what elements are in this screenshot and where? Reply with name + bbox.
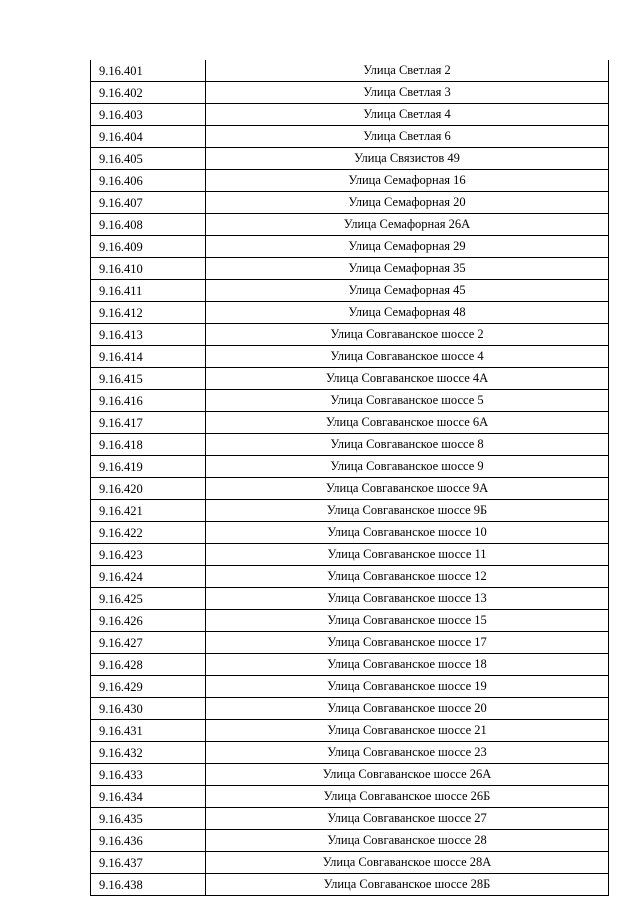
table-row	[91, 368, 609, 390]
table-row	[91, 126, 609, 148]
row-code-cell: 9.16.410	[91, 258, 206, 280]
table-row	[91, 676, 609, 698]
row-code-cell: 9.16.437	[91, 852, 206, 874]
row-address-cell: Улица Семафорная 16	[206, 170, 609, 192]
row-code-cell: 9.16.405	[91, 148, 206, 170]
row-code-cell: 9.16.415	[91, 368, 206, 390]
row-address-cell: Улица Совгаванское шоссе 15	[206, 610, 609, 632]
row-code-cell: 9.16.433	[91, 764, 206, 786]
row-address-cell: Улица Совгаванское шоссе 11	[206, 544, 609, 566]
row-code-cell: 9.16.404	[91, 126, 206, 148]
row-code-cell: 9.16.401	[91, 60, 206, 82]
table-row	[91, 764, 609, 786]
row-code-cell: 9.16.428	[91, 654, 206, 676]
table-row	[91, 280, 609, 302]
table-row	[91, 610, 609, 632]
table-row	[91, 258, 609, 280]
row-address-cell: Улица Совгаванское шоссе 5	[206, 390, 609, 412]
table-row	[91, 302, 609, 324]
row-code-cell: 9.16.426	[91, 610, 206, 632]
table-row	[91, 192, 609, 214]
row-code-cell: 9.16.438	[91, 874, 206, 896]
row-code-cell: 9.16.402	[91, 82, 206, 104]
table-row	[91, 346, 609, 368]
row-address-cell: Улица Совгаванское шоссе 9Б	[206, 500, 609, 522]
table-row	[91, 632, 609, 654]
table-row	[91, 170, 609, 192]
row-code-cell: 9.16.434	[91, 786, 206, 808]
row-code-cell: 9.16.425	[91, 588, 206, 610]
row-address-cell: Улица Совгаванское шоссе 28Б	[206, 874, 609, 896]
row-code-cell: 9.16.427	[91, 632, 206, 654]
table-row	[91, 434, 609, 456]
row-code-cell: 9.16.408	[91, 214, 206, 236]
row-address-cell: Улица Совгаванское шоссе 12	[206, 566, 609, 588]
row-address-cell: Улица Светлая 2	[206, 60, 609, 82]
row-address-cell: Улица Семафорная 20	[206, 192, 609, 214]
row-code-cell: 9.16.431	[91, 720, 206, 742]
table-row	[91, 82, 609, 104]
row-code-cell: 9.16.430	[91, 698, 206, 720]
address-table	[90, 60, 609, 896]
table-row	[91, 324, 609, 346]
row-address-cell: Улица Светлая 6	[206, 126, 609, 148]
table-row	[91, 852, 609, 874]
table-row	[91, 544, 609, 566]
table-row	[91, 720, 609, 742]
table-row	[91, 236, 609, 258]
row-code-cell: 9.16.435	[91, 808, 206, 830]
row-address-cell: Улица Совгаванское шоссе 21	[206, 720, 609, 742]
row-address-cell: Улица Семафорная 26А	[206, 214, 609, 236]
table-row	[91, 478, 609, 500]
table-row	[91, 522, 609, 544]
row-code-cell: 9.16.432	[91, 742, 206, 764]
table-row	[91, 104, 609, 126]
row-address-cell: Улица Совгаванское шоссе 2	[206, 324, 609, 346]
table-row	[91, 588, 609, 610]
row-address-cell: Улица Совгаванское шоссе 28А	[206, 852, 609, 874]
row-address-cell: Улица Совгаванское шоссе 6А	[206, 412, 609, 434]
table-row	[91, 698, 609, 720]
table-row	[91, 60, 609, 82]
row-code-cell: 9.16.407	[91, 192, 206, 214]
table-row	[91, 786, 609, 808]
table-row	[91, 830, 609, 852]
row-address-cell: Улица Совгаванское шоссе 26Б	[206, 786, 609, 808]
table-row	[91, 390, 609, 412]
row-address-cell: Улица Совгаванское шоссе 27	[206, 808, 609, 830]
row-address-cell: Улица Совгаванское шоссе 28	[206, 830, 609, 852]
row-address-cell: Улица Совгаванское шоссе 10	[206, 522, 609, 544]
row-address-cell: Улица Совгаванское шоссе 9	[206, 456, 609, 478]
row-address-cell: Улица Совгаванское шоссе 18	[206, 654, 609, 676]
row-address-cell: Улица Семафорная 45	[206, 280, 609, 302]
row-address-cell: Улица Совгаванское шоссе 4	[206, 346, 609, 368]
row-code-cell: 9.16.429	[91, 676, 206, 698]
row-code-cell: 9.16.418	[91, 434, 206, 456]
row-address-cell: Улица Совгаванское шоссе 8	[206, 434, 609, 456]
row-code-cell: 9.16.436	[91, 830, 206, 852]
address-table-body	[91, 60, 609, 896]
row-address-cell: Улица Совгаванское шоссе 4А	[206, 368, 609, 390]
row-code-cell: 9.16.409	[91, 236, 206, 258]
row-code-cell: 9.16.416	[91, 390, 206, 412]
row-code-cell: 9.16.422	[91, 522, 206, 544]
row-address-cell: Улица Совгаванское шоссе 23	[206, 742, 609, 764]
row-address-cell: Улица Совгаванское шоссе 9А	[206, 478, 609, 500]
row-address-cell: Улица Семафорная 48	[206, 302, 609, 324]
row-address-cell: Улица Семафорная 35	[206, 258, 609, 280]
row-address-cell: Улица Совгаванское шоссе 26А	[206, 764, 609, 786]
row-address-cell: Улица Связистов 49	[206, 148, 609, 170]
row-code-cell: 9.16.414	[91, 346, 206, 368]
row-code-cell: 9.16.417	[91, 412, 206, 434]
table-row	[91, 874, 609, 896]
row-code-cell: 9.16.406	[91, 170, 206, 192]
row-address-cell: Улица Совгаванское шоссе 20	[206, 698, 609, 720]
row-code-cell: 9.16.421	[91, 500, 206, 522]
row-address-cell: Улица Семафорная 29	[206, 236, 609, 258]
row-code-cell: 9.16.411	[91, 280, 206, 302]
table-row	[91, 566, 609, 588]
row-address-cell: Улица Совгаванское шоссе 19	[206, 676, 609, 698]
table-row	[91, 500, 609, 522]
table-row	[91, 742, 609, 764]
table-row	[91, 412, 609, 434]
table-row	[91, 456, 609, 478]
row-code-cell: 9.16.420	[91, 478, 206, 500]
table-row	[91, 808, 609, 830]
row-code-cell: 9.16.412	[91, 302, 206, 324]
table-row	[91, 148, 609, 170]
row-address-cell: Улица Светлая 4	[206, 104, 609, 126]
row-code-cell: 9.16.423	[91, 544, 206, 566]
table-row	[91, 214, 609, 236]
row-address-cell: Улица Светлая 3	[206, 82, 609, 104]
row-code-cell: 9.16.413	[91, 324, 206, 346]
table-row	[91, 654, 609, 676]
row-address-cell: Улица Совгаванское шоссе 17	[206, 632, 609, 654]
row-code-cell: 9.16.419	[91, 456, 206, 478]
row-code-cell: 9.16.424	[91, 566, 206, 588]
row-address-cell: Улица Совгаванское шоссе 13	[206, 588, 609, 610]
row-code-cell: 9.16.403	[91, 104, 206, 126]
